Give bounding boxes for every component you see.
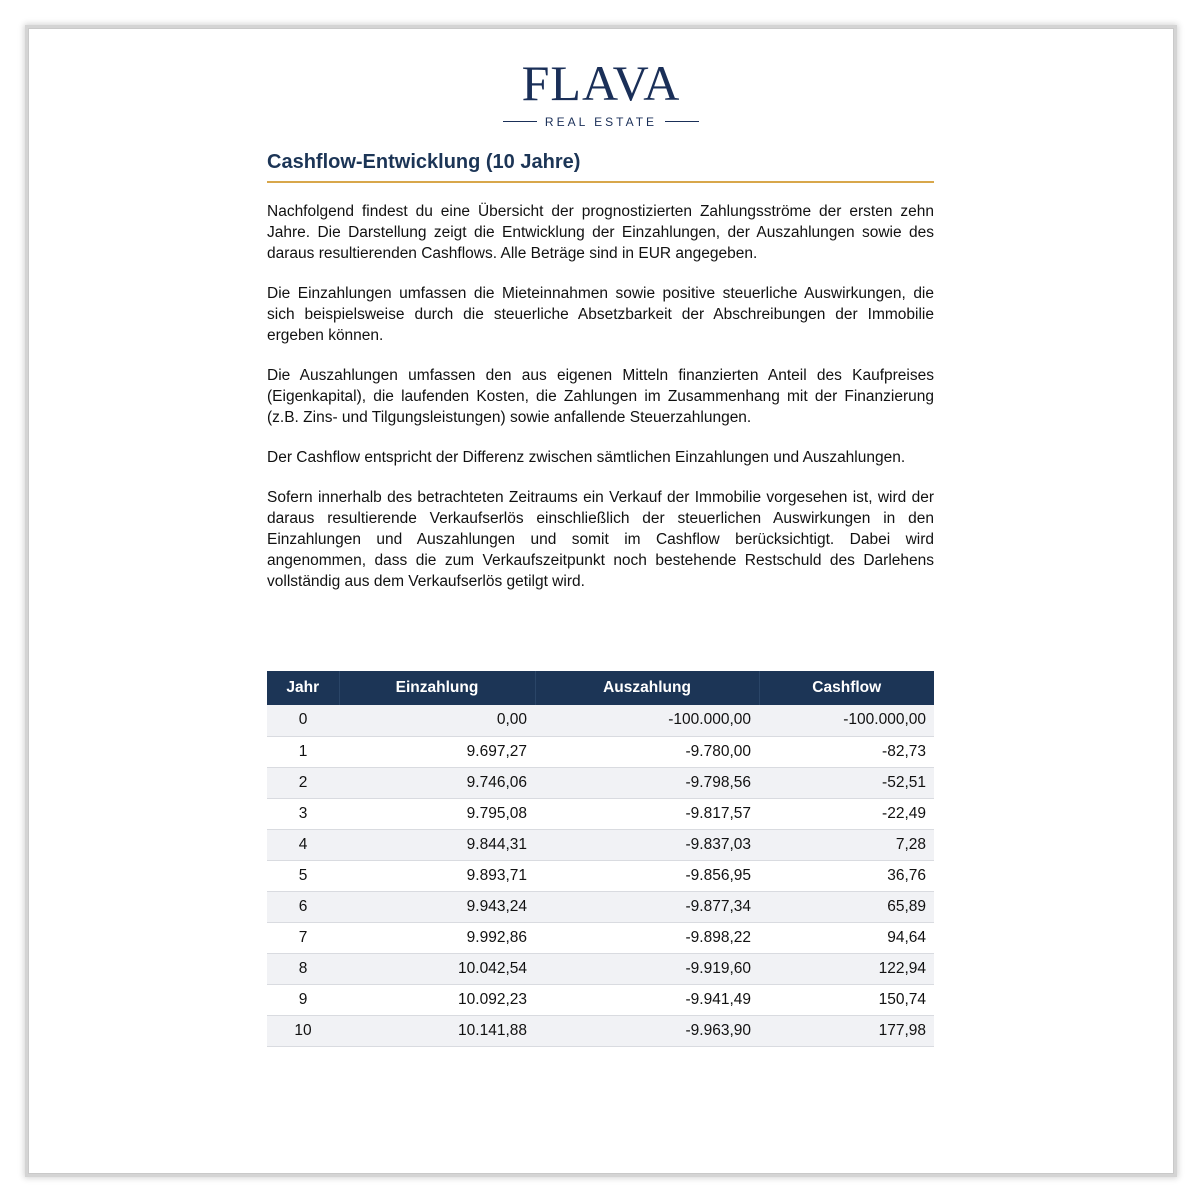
einzahlung-cell: 10.141,88 — [339, 1015, 535, 1046]
table-row — [267, 767, 934, 798]
auszahlung-cell: -9.780,00 — [535, 736, 759, 767]
auszahlung-cell: -9.919,60 — [535, 953, 759, 984]
jahr-cell: 7 — [267, 922, 339, 953]
auszahlung-cell: -9.837,03 — [535, 829, 759, 860]
logo-subtitle: REAL ESTATE — [544, 114, 658, 129]
cashflow-cell: -82,73 — [759, 736, 934, 767]
table-row — [267, 891, 934, 922]
jahr-cell: 3 — [267, 798, 339, 829]
flava-logo — [29, 57, 1173, 129]
cashflow-cell: -52,51 — [759, 767, 934, 798]
einzahlung-cell: 9.943,24 — [339, 891, 535, 922]
jahr-cell: 1 — [267, 736, 339, 767]
cashflow-table — [267, 671, 934, 1047]
cashflow-cell: 7,28 — [759, 829, 934, 860]
auszahlung-cell: -9.941,49 — [535, 984, 759, 1015]
auszahlung-cell: -9.963,90 — [535, 1015, 759, 1046]
table-row — [267, 829, 934, 860]
table-row — [267, 736, 934, 767]
section-heading: Cashflow-Entwicklung (10 Jahre) — [267, 151, 934, 183]
jahr-cell: 10 — [267, 1015, 339, 1046]
einzahlung-cell: 9.992,86 — [339, 922, 535, 953]
paragraph-intro: Nachfolgend findest du eine Übersicht der prognostizierten Zahlungsströme der ersten zehn Jahre. Die Darstellung zeigt die Entwicklung der Einzahlungen, der Auszahlungen sowie des daraus resultierenden Cashflows. Alle Beträge sind in EUR angegeben. — [267, 203, 934, 262]
cashflow-cell: 177,98 — [759, 1015, 934, 1046]
jahr-cell: 8 — [267, 953, 339, 984]
table-row — [267, 984, 934, 1015]
einzahlung-cell: 10.092,23 — [339, 984, 535, 1015]
table-row — [267, 1015, 934, 1046]
auszahlung-cell: -100.000,00 — [535, 705, 759, 736]
table-header-row — [267, 671, 934, 705]
cashflow-cell: 94,64 — [759, 922, 934, 953]
column-header-auszahlung: Auszahlung — [535, 671, 759, 705]
column-header-jahr: Jahr — [267, 671, 339, 705]
paragraph-auszahlungen: Die Auszahlungen umfassen den aus eigenen Mitteln finanzierten Anteil des Kaufpreises (Eigenkapital), die laufenden Kosten, die Zahlungen im Zusammenhang mit der Finanzierung (z.B. Zins- und Tilgungsleistungen) sowie anfallende Steuerzahlungen. — [267, 367, 934, 426]
auszahlung-cell: -9.817,57 — [535, 798, 759, 829]
paragraph-verkauf: Sofern innerhalb des betrachteten Zeitraums ein Verkauf der Immobilie vorgesehen ist, wird der daraus resultierende Verkaufserlös einschließlich der steuerlichen Auswirkungen in den Einzahlungen und Auszahlungen und somit im Cashflow berücksichtigt. Dabei wird angenommen, dass die zum Verkaufszeitpunkt noch bestehende Restschuld des Darlehens vollständig aus dem Verkaufserlös getilgt wird. — [267, 489, 934, 590]
jahr-cell: 2 — [267, 767, 339, 798]
cashflow-cell: 150,74 — [759, 984, 934, 1015]
auszahlung-cell: -9.877,34 — [535, 891, 759, 922]
paragraph-einzahlungen: Die Einzahlungen umfassen die Mieteinnahmen sowie positive steuerliche Auswirkungen, die sich beispielsweise durch die steuerliche Absetzbarkeit der Abschreibungen der Immobilie ergeben können. — [267, 285, 934, 344]
einzahlung-cell: 9.893,71 — [339, 860, 535, 891]
logo-wordmark: FLAVA — [521, 55, 681, 111]
document-page — [28, 28, 1174, 1174]
auszahlung-cell: -9.856,95 — [535, 860, 759, 891]
jahr-cell: 9 — [267, 984, 339, 1015]
table-row — [267, 953, 934, 984]
auszahlung-cell: -9.798,56 — [535, 767, 759, 798]
logo-rule-left — [503, 121, 537, 122]
logo-rule-right — [665, 121, 699, 122]
jahr-cell: 0 — [267, 705, 339, 736]
table-row — [267, 798, 934, 829]
cashflow-cell: 122,94 — [759, 953, 934, 984]
column-header-einzahlung: Einzahlung — [339, 671, 535, 705]
table-row — [267, 860, 934, 891]
einzahlung-cell: 0,00 — [339, 705, 535, 736]
jahr-cell: 6 — [267, 891, 339, 922]
cashflow-cell: 36,76 — [759, 860, 934, 891]
table-row — [267, 705, 934, 736]
column-header-cashflow: Cashflow — [759, 671, 934, 705]
cashflow-cell: 65,89 — [759, 891, 934, 922]
cashflow-cell: -22,49 — [759, 798, 934, 829]
table-body — [267, 705, 934, 1046]
content-area — [267, 151, 934, 592]
auszahlung-cell: -9.898,22 — [535, 922, 759, 953]
jahr-cell: 5 — [267, 860, 339, 891]
logo-subtitle-row — [503, 115, 699, 129]
einzahlung-cell: 10.042,54 — [339, 953, 535, 984]
einzahlung-cell: 9.844,31 — [339, 829, 535, 860]
jahr-cell: 4 — [267, 829, 339, 860]
paragraph-cashflow: Der Cashflow entspricht der Differenz zwischen sämtlichen Einzahlungen und Auszahlungen. — [267, 449, 906, 466]
einzahlung-cell: 9.697,27 — [339, 736, 535, 767]
cashflow-cell: -100.000,00 — [759, 705, 934, 736]
einzahlung-cell: 9.795,08 — [339, 798, 535, 829]
einzahlung-cell: 9.746,06 — [339, 767, 535, 798]
table-row — [267, 922, 934, 953]
